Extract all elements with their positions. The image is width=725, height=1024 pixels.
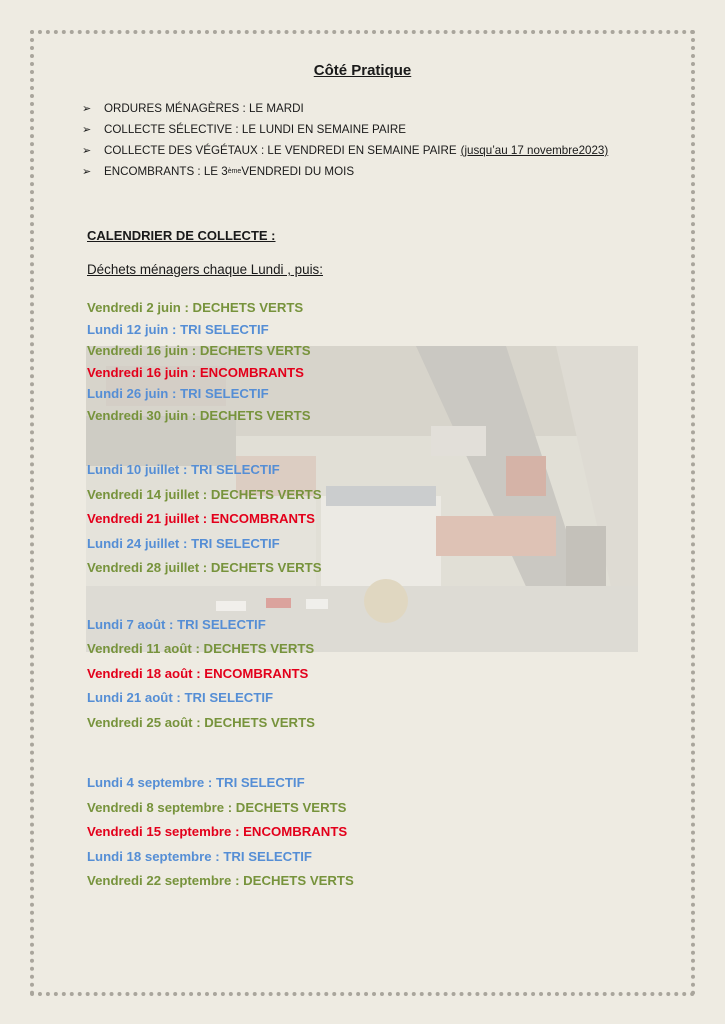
collection-entry	[87, 869, 647, 894]
entry-separator: :	[224, 799, 236, 815]
entry-date: Vendredi 14 juillet	[87, 486, 200, 502]
entry-date: Vendredi 11 août	[87, 641, 192, 656]
entry-date: Vendredi 30 juin	[87, 407, 189, 423]
entry-separator: :	[188, 343, 200, 358]
collection-entry	[87, 711, 647, 736]
entry-date: Lundi 26 juin	[87, 386, 169, 401]
entry-label: DECHETS VERTS	[199, 407, 311, 423]
entry-label: DECHETS VERTS	[204, 714, 315, 730]
list-item	[82, 98, 608, 119]
entry-separator: :	[231, 824, 244, 839]
entry-label: ENCOMBRANTS	[210, 511, 315, 526]
collection-entry	[87, 483, 647, 508]
bullet-text: COLLECTE SÉLECTIVE : LE LUNDI EN SEMAINE PAIRE	[104, 123, 406, 136]
month-group-1	[87, 458, 647, 581]
collection-entry	[87, 383, 647, 405]
entry-label: DECHETS VERTS	[203, 641, 315, 656]
entry-separator: :	[199, 486, 211, 502]
entry-separator: :	[168, 386, 181, 401]
collection-entry	[87, 362, 647, 384]
entry-separator: :	[231, 873, 244, 888]
entry-label: ENCOMBRANTS	[199, 364, 304, 380]
entry-separator: :	[172, 690, 185, 705]
entry-label: TRI SELECTIF	[180, 386, 269, 401]
entry-label: ENCOMBRANTS	[204, 665, 309, 681]
entry-date: Vendredi 22 septembre	[87, 873, 232, 888]
entry-separator: :	[204, 775, 216, 790]
collection-entry	[87, 507, 647, 532]
entry-date: Lundi 12 juin	[87, 321, 169, 337]
entry-label: TRI SELECTIF	[180, 321, 269, 337]
entry-date: Vendredi 15 septembre	[87, 824, 232, 839]
bullet-text: ENCOMBRANTS : LE 3	[104, 165, 228, 178]
bullet-text: COLLECTE DES VÉGÉTAUX : LE VENDREDI EN SEMAINE PAIRE	[104, 144, 457, 157]
entry-label: TRI SELECTIF	[215, 775, 305, 790]
entry-separator: :	[191, 641, 204, 656]
list-item	[82, 140, 608, 161]
entry-date: Vendredi 25 août	[87, 714, 193, 730]
entry-date: Lundi 24 juillet	[87, 535, 180, 551]
month-group-2	[87, 613, 647, 736]
collection-calendar	[87, 297, 647, 894]
entry-separator: :	[179, 462, 192, 477]
entry-separator: :	[168, 321, 181, 337]
entry-separator: :	[192, 665, 205, 681]
collection-schedule-list	[82, 98, 608, 182]
entry-date: Vendredi 2 juin	[87, 300, 181, 315]
entry-label: DECHETS VERTS	[210, 560, 322, 575]
entry-date: Lundi 10 juillet	[87, 462, 180, 477]
collection-entry	[87, 637, 647, 662]
entry-label: ENCOMBRANTS	[243, 824, 348, 839]
collection-entry	[87, 771, 647, 796]
collection-entry	[87, 613, 647, 638]
entry-separator: :	[165, 616, 178, 632]
entry-label: DECHETS VERTS	[192, 300, 304, 315]
entry-label: DECHETS VERTS	[199, 343, 311, 358]
list-item	[82, 119, 608, 140]
collection-entry	[87, 319, 647, 341]
entry-label: TRI SELECTIF	[191, 535, 280, 551]
entry-label: DECHETS VERTS	[210, 486, 322, 502]
bullet-text-end: VENDREDI DU MOIS	[241, 165, 355, 178]
entry-label: DECHETS VERTS	[243, 873, 354, 888]
arrow-bullet-icon: ➢	[82, 124, 92, 136]
entry-date: Vendredi 16 juin	[87, 364, 189, 380]
collection-entry	[87, 405, 647, 427]
entry-separator: :	[188, 364, 200, 380]
entry-date: Vendredi 28 juillet	[87, 560, 200, 575]
collection-entry	[87, 686, 647, 711]
entry-separator: :	[199, 511, 211, 526]
entry-separator: :	[179, 535, 192, 551]
entry-label: TRI SELECTIF	[177, 616, 266, 632]
month-group-0	[87, 297, 647, 426]
entry-label: DECHETS VERTS	[235, 799, 347, 815]
list-item	[82, 161, 608, 182]
collection-entry	[87, 796, 647, 821]
bullet-text: ORDURES MÉNAGÈRES : LE MARDI	[104, 102, 304, 115]
collection-entry	[87, 340, 647, 362]
collection-entry	[87, 458, 647, 483]
arrow-bullet-icon: ➢	[82, 166, 92, 178]
collection-entry	[87, 297, 647, 319]
collection-entry	[87, 556, 647, 581]
page-title: Côté Pratique	[313, 62, 412, 79]
entry-date: Lundi 18 septembre	[87, 848, 212, 864]
entry-date: Vendredi 21 juillet	[87, 511, 200, 526]
arrow-bullet-icon: ➢	[82, 103, 92, 115]
entry-date: Lundi 7 août	[87, 616, 166, 632]
entry-separator: :	[188, 407, 200, 423]
entry-date: Lundi 21 août	[87, 690, 173, 705]
calendar-heading: CALENDRIER DE COLLECTE :	[87, 228, 276, 243]
arrow-bullet-icon: ➢	[82, 145, 92, 157]
entry-date: Vendredi 18 août	[87, 665, 193, 681]
ordinal-suffix: ème	[227, 168, 242, 175]
collection-entry	[87, 662, 647, 687]
entry-separator: :	[192, 714, 205, 730]
bullet-note: (jusqu’au 17 novembre2023)	[460, 144, 609, 157]
entry-date: Lundi 4 septembre	[87, 775, 205, 790]
entry-label: TRI SELECTIF	[184, 690, 274, 705]
entry-separator: :	[211, 848, 224, 864]
calendar-intro: Déchets ménagers chaque Lundi , puis:	[87, 262, 323, 277]
entry-separator: :	[180, 300, 193, 315]
month-group-3	[87, 771, 647, 894]
entry-label: TRI SELECTIF	[223, 848, 312, 864]
entry-label: TRI SELECTIF	[191, 462, 280, 477]
collection-entry	[87, 845, 647, 870]
entry-date: Vendredi 8 septembre	[87, 799, 225, 815]
entry-date: Vendredi 16 juin	[87, 343, 189, 358]
collection-entry	[87, 820, 647, 845]
collection-entry	[87, 532, 647, 557]
entry-separator: :	[199, 560, 211, 575]
